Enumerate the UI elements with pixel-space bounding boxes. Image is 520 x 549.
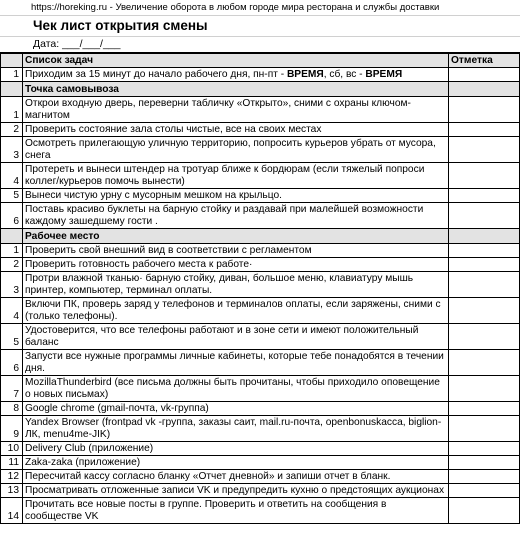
table-row [1, 484, 520, 498]
row-text: Вынеси чистую урну с мусорным мешком на крыльцо. [23, 189, 449, 203]
row-mark-cell[interactable] [449, 498, 520, 524]
row-number: 10 [1, 442, 23, 456]
row-text: Протереть и вынеси штендер на тротуар ближе к бордюрам (если тяжелый попроси коллег/курьеров помочь вынести) [23, 163, 449, 189]
row-number: 2 [1, 258, 23, 272]
row-mark-cell[interactable] [449, 244, 520, 258]
row-mark-cell[interactable] [449, 97, 520, 123]
row-number: 8 [1, 402, 23, 416]
table-row [1, 258, 520, 272]
table-row [1, 272, 520, 298]
row-text: Приходим за 15 минут до начало рабочего дня, пн-пт - ВРЕМЯ, сб, вс - ВРЕМЯ [23, 68, 449, 82]
section-header [1, 82, 520, 97]
row-number: 13 [1, 484, 23, 498]
row-text: Удостоверится, что все телефоны работают и в зоне сети и имеют положительный баланс [23, 324, 449, 350]
row-text: Delivery Club (приложение) [23, 442, 449, 456]
section-mark-cell [449, 229, 520, 244]
table-row [1, 189, 520, 203]
row-mark-cell[interactable] [449, 442, 520, 456]
table-row [1, 498, 520, 524]
row-number: 9 [1, 416, 23, 442]
header-num-cell [1, 54, 23, 68]
table-row [1, 470, 520, 484]
row-mark-cell[interactable] [449, 456, 520, 470]
table-row [1, 68, 520, 82]
row-number: 14 [1, 498, 23, 524]
row-number: 1 [1, 97, 23, 123]
row-mark-cell[interactable] [449, 163, 520, 189]
row-mark-cell[interactable] [449, 402, 520, 416]
source-line: https://horeking.ru - Увеличение оборота в любом городе мира ресторана и службы доставки [0, 0, 520, 16]
page-title: Чек лист открытия смены [0, 16, 520, 37]
row-number: 5 [1, 189, 23, 203]
row-number: 3 [1, 137, 23, 163]
row-mark-cell[interactable] [449, 189, 520, 203]
table-row [1, 97, 520, 123]
table-row [1, 324, 520, 350]
row-text: Прочитать все новые посты в группе. Проверить и ответить на сообщения в сообществе VK [23, 498, 449, 524]
table-row [1, 163, 520, 189]
row-text: Поставь красиво буклеты на барную стойку и раздавай при малейшей возможности каждому зашедшему гости . [23, 203, 449, 229]
table-row [1, 298, 520, 324]
row-mark-cell[interactable] [449, 376, 520, 402]
row-text: Пересчитай кассу согласно бланку «Отчет дневной» и запиши отчет в бланк. [23, 470, 449, 484]
table-row [1, 203, 520, 229]
checklist-table [0, 53, 520, 524]
section-title: Точка самовывоза [23, 82, 449, 97]
row-number: 5 [1, 324, 23, 350]
row-number: 2 [1, 123, 23, 137]
row-text: Открои входную дверь, переверни табличку «Открыто», сними с охраны ключом-магнитом [23, 97, 449, 123]
row-mark-cell[interactable] [449, 272, 520, 298]
row-mark-cell[interactable] [449, 350, 520, 376]
row-text: Проверить состояние зала столы чистые, все на своих местах [23, 123, 449, 137]
table-row [1, 416, 520, 442]
table-row [1, 376, 520, 402]
row-number: 1 [1, 244, 23, 258]
row-number: 4 [1, 298, 23, 324]
section-mark-cell [449, 82, 520, 97]
row-text: Yandex Browser (frontpad vk -группа, заказы саит, mail.ru-почта, openbonuskacca, biglion-ЛК, menu4me-JIK) [23, 416, 449, 442]
row-number: 12 [1, 470, 23, 484]
table-row [1, 244, 520, 258]
row-text: Проверить свой внешний вид в соответствии с регламентом [23, 244, 449, 258]
table-row [1, 456, 520, 470]
row-text: Google chrome (gmail-почта, vk-группа) [23, 402, 449, 416]
row-number: 4 [1, 163, 23, 189]
row-mark-cell[interactable] [449, 484, 520, 498]
row-mark-cell[interactable] [449, 68, 520, 82]
date-line: Дата: ___/___/___ [0, 37, 520, 53]
section-title: Рабочее место [23, 229, 449, 244]
row-text: Протри влажной тканью· барную стойку, диван, большое меню, клавиатуру мышь принтер, компьютер, терминал оплаты. [23, 272, 449, 298]
row-mark-cell[interactable] [449, 203, 520, 229]
row-number: 11 [1, 456, 23, 470]
row-mark-cell[interactable] [449, 123, 520, 137]
row-text: Запусти все нужные программы личные кабинеты, которые тебе понадобятся в течении дня. [23, 350, 449, 376]
table-row [1, 402, 520, 416]
row-text: MozillaThunderbird (все письма должны быть прочитаны, чтобы приходило оповещение о новых письмах) [23, 376, 449, 402]
table-row [1, 350, 520, 376]
row-number: 6 [1, 203, 23, 229]
row-number: 3 [1, 272, 23, 298]
table-row [1, 442, 520, 456]
row-text: Просматривать отложенные записи VK и предупредить кухню о предстоящих аукционах [23, 484, 449, 498]
row-mark-cell[interactable] [449, 470, 520, 484]
row-mark-cell[interactable] [449, 416, 520, 442]
row-number: 7 [1, 376, 23, 402]
row-number: 1 [1, 68, 23, 82]
row-mark-cell[interactable] [449, 137, 520, 163]
section-num-cell [1, 229, 23, 244]
header-mark: Отметка [449, 54, 520, 68]
table-header [1, 54, 520, 68]
section-num-cell [1, 82, 23, 97]
row-text: Zaka-zaka (приложение) [23, 456, 449, 470]
section-header [1, 229, 520, 244]
row-mark-cell[interactable] [449, 298, 520, 324]
row-mark-cell[interactable] [449, 324, 520, 350]
table-row [1, 137, 520, 163]
row-text: Проверить готовность рабочего места к работе· [23, 258, 449, 272]
row-mark-cell[interactable] [449, 258, 520, 272]
row-text: Осмотреть прилегающую уличную территорию, попросить курьеров убрать от мусора, снега [23, 137, 449, 163]
row-text: Включи ПК, проверь заряд у телефонов и терминалов оплаты, если заряжены, сними с (только телефоны). [23, 298, 449, 324]
table-row [1, 123, 520, 137]
row-number: 6 [1, 350, 23, 376]
header-task: Список задач [23, 54, 449, 68]
